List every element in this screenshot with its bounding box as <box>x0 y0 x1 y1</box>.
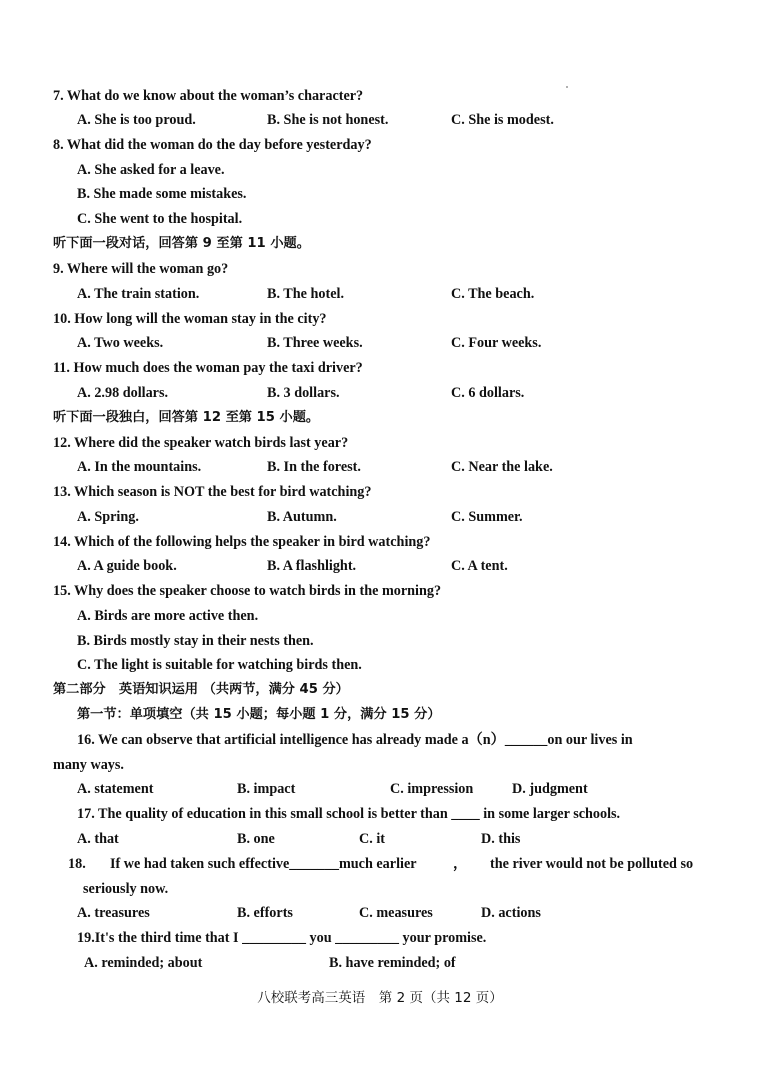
option-b: B. Autumn. <box>267 509 337 525</box>
question-10-stem: 10. How long will the woman stay in the city? <box>53 311 327 327</box>
option-c: C. Four weeks. <box>451 335 542 351</box>
option-b: B. have reminded; of <box>329 955 456 971</box>
option-b: B. Three weeks. <box>267 335 363 351</box>
option-c: C. impression <box>390 781 474 797</box>
question-18-text: If we had taken such effective_______much earlier <box>110 856 417 872</box>
option-c: C. measures <box>359 905 433 921</box>
option-b: B. She is not honest. <box>267 112 389 128</box>
option-d: D. actions <box>481 905 541 921</box>
question-9-stem: 9. Where will the woman go? <box>53 261 229 277</box>
option-a: A. The train station. <box>77 286 200 302</box>
question-14-stem: 14. Which of the following helps the speaker in bird watching? <box>53 534 431 550</box>
question-15-stem: 15. Why does the speaker choose to watch birds in the morning? <box>53 583 442 599</box>
option-a: A. treasures <box>77 905 150 921</box>
question-12-stem: 12. Where did the speaker watch birds last year? <box>53 435 349 451</box>
question-17-stem: 17. The quality of education in this small school is better than ____ in some larger schools. <box>77 806 621 822</box>
option-d: D. judgment <box>512 781 588 797</box>
option-c: C. A tent. <box>451 558 508 574</box>
question-11-stem: 11. How much does the woman pay the taxi driver? <box>53 360 363 376</box>
directions-9-11: 听下面一段对话，回答第 9 至第 11 小题。 <box>53 236 310 251</box>
question-13-stem: 13. Which season is NOT the best for bird watching? <box>53 484 372 500</box>
option-a: A. that <box>77 831 119 847</box>
option-b: B. In the forest. <box>267 459 361 475</box>
question-15-option-a: A. Birds are more active then. <box>77 608 259 624</box>
option-b: B. efforts <box>237 905 293 921</box>
option-c: C. She is modest. <box>451 112 554 128</box>
option-a: A. She is too proud. <box>77 112 196 128</box>
section-1-heading: 第一节：单项填空（共 15 小题；每小题 1 分，满分 15 分） <box>77 707 441 722</box>
question-18-number: 18. <box>68 856 86 872</box>
question-8-option-b: B. She made some mistakes. <box>77 186 247 202</box>
question-8-option-a: A. She asked for a leave. <box>77 162 225 178</box>
question-16-stem-continued: many ways. <box>53 757 124 773</box>
option-a: A. 2.98 dollars. <box>77 385 169 401</box>
option-c: C. The beach. <box>451 286 535 302</box>
question-8-stem: 8. What did the woman do the day before yesterday? <box>53 137 372 153</box>
question-18-stem-continued: seriously now. <box>83 881 169 897</box>
question-16-stem: 16. We can observe that artificial intelligence has already made a（n）______on our lives in <box>77 732 633 748</box>
option-a: A. reminded; about <box>84 955 203 971</box>
option-a: A. In the mountains. <box>77 459 202 475</box>
directions-12-15: 听下面一段独白，回答第 12 至第 15 小题。 <box>53 410 320 425</box>
option-c: C. 6 dollars. <box>451 385 525 401</box>
option-a: A. A guide book. <box>77 558 177 574</box>
option-a: A. Two weeks. <box>77 335 164 351</box>
scan-speck <box>566 86 568 88</box>
option-b: B. 3 dollars. <box>267 385 340 401</box>
option-b: B. A flashlight. <box>267 558 357 574</box>
option-a: A. Spring. <box>77 509 139 525</box>
option-a: A. statement <box>77 781 154 797</box>
question-15-option-c: C. The light is suitable for watching birds then. <box>77 657 362 673</box>
option-d: D. this <box>481 831 521 847</box>
option-b: B. impact <box>237 781 296 797</box>
option-c: C. Summer. <box>451 509 523 525</box>
page-footer: 八校联考高三英语 第 2 页（共 12 页） <box>257 990 503 1006</box>
option-b: B. The hotel. <box>267 286 344 302</box>
question-18-comma: ， <box>453 856 468 872</box>
question-7-stem: 7. What do we know about the woman’s character? <box>53 88 364 104</box>
option-c: C. it <box>359 831 386 847</box>
part-2-heading: 第二部分 英语知识运用 （共两节，满分 45 分） <box>53 682 349 697</box>
option-c: C. Near the lake. <box>451 459 553 475</box>
question-8-option-c: C. She went to the hospital. <box>77 211 243 227</box>
question-18-text-end: the river would not be polluted so <box>490 856 694 872</box>
question-15-option-b: B. Birds mostly stay in their nests then. <box>77 633 314 649</box>
option-b: B. one <box>237 831 275 847</box>
question-19-stem: 19.It's the third time that I _________ you _________ your promise. <box>77 930 487 946</box>
